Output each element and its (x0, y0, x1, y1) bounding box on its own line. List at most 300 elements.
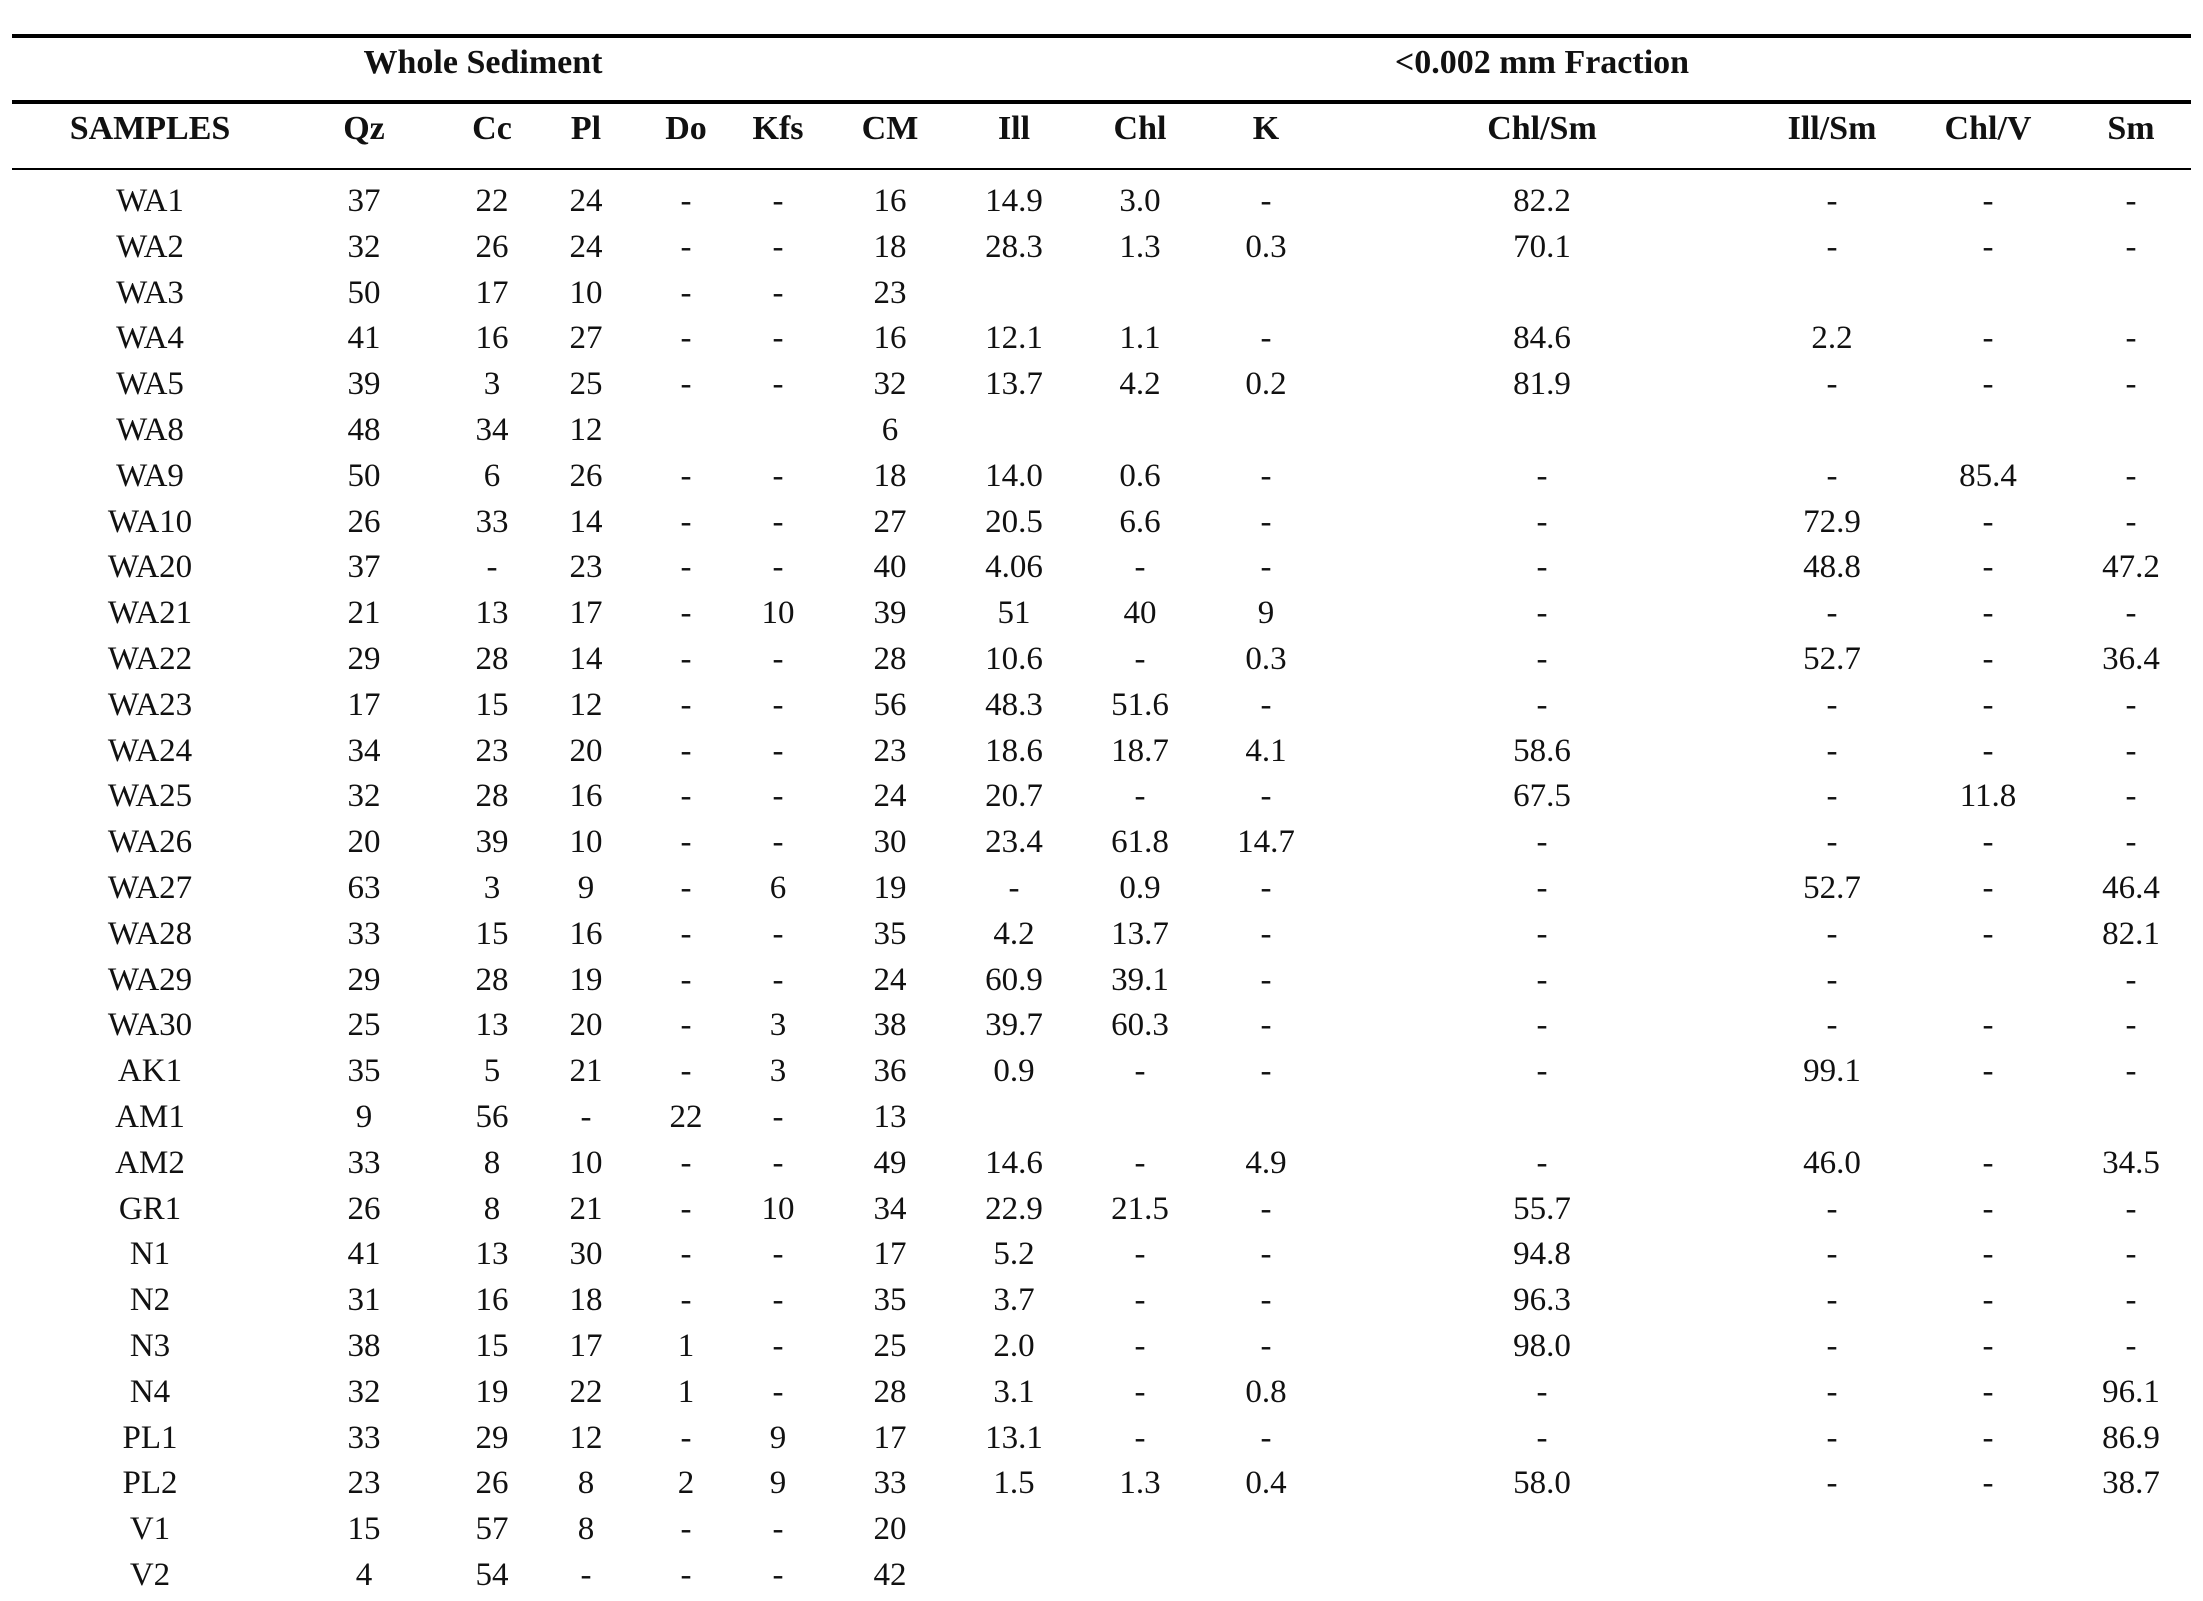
value-cell-qz: 63 (347, 870, 381, 906)
value-cell-ill_sm: - (1826, 1419, 1838, 1456)
table-row (0, 682, 2203, 728)
value-cell-chl_sm: - (1536, 641, 1548, 677)
value-cell-sm: - (2125, 1236, 2137, 1273)
value-cell-qz: 41 (347, 1236, 381, 1273)
sample-id-cell: WA23 (107, 686, 193, 723)
value-cell-ill: 14.0 (985, 457, 1043, 494)
value-cell-chl: 1.1 (1119, 320, 1161, 357)
value-cell-do: 1 (677, 1328, 695, 1364)
value-cell-ill: 14.6 (985, 1144, 1043, 1181)
value-cell-ill_sm: - (1826, 961, 1838, 998)
value-cell-chl_v: - (1982, 595, 1994, 632)
value-cell-chl_v: 11.8 (1959, 778, 2017, 815)
table-row (0, 1552, 2203, 1598)
value-cell-qz: 48 (347, 412, 381, 448)
value-cell-pl: 21 (569, 1053, 603, 1090)
table-row (0, 590, 2203, 636)
sample-id-cell: WA4 (116, 320, 184, 357)
table-row (0, 1140, 2203, 1186)
value-cell-chl_v: - (1982, 1053, 1994, 1090)
value-cell-cc: 16 (475, 1282, 509, 1319)
value-cell-pl: 25 (569, 366, 603, 403)
value-cell-cc: 13 (475, 1236, 509, 1273)
column-header-do: Do (665, 110, 707, 147)
value-cell-k: 0.4 (1245, 1465, 1287, 1502)
value-cell-cm: 16 (873, 183, 907, 219)
value-cell-k: - (1260, 961, 1272, 998)
value-cell-qz: 37 (347, 549, 381, 586)
value-cell-k: - (1260, 549, 1272, 586)
value-cell-chl: 61.8 (1111, 824, 1169, 861)
value-cell-kfs: - (772, 457, 784, 494)
value-cell-chl_sm: - (1536, 686, 1548, 723)
value-cell-chl: - (1134, 1282, 1146, 1319)
value-cell-do: - (680, 1144, 692, 1181)
value-cell-sm: 34.5 (2102, 1144, 2160, 1181)
value-cell-kfs: - (772, 824, 784, 861)
value-cell-kfs: - (772, 1282, 784, 1319)
value-cell-qz: 33 (347, 1419, 381, 1456)
value-cell-chl_sm: 84.6 (1513, 320, 1571, 357)
value-cell-pl: 22 (569, 1373, 603, 1410)
sample-id-cell: N4 (129, 1373, 171, 1410)
column-header-samples: SAMPLES (69, 110, 231, 147)
value-cell-sm: 47.2 (2102, 549, 2160, 586)
value-cell-chl: - (1134, 1053, 1146, 1090)
value-cell-ill: 13.1 (985, 1419, 1043, 1456)
value-cell-qz: 26 (347, 1190, 381, 1227)
value-cell-ill: 39.7 (985, 1007, 1043, 1044)
value-cell-do: - (680, 183, 692, 219)
value-cell-chl: 51.6 (1111, 686, 1169, 723)
sample-id-cell: WA1 (116, 183, 184, 219)
column-header-chl_v: Chl/V (1944, 110, 2032, 147)
table-row (0, 499, 2203, 545)
value-cell-cm: 49 (873, 1144, 907, 1181)
value-cell-ill: 20.7 (985, 778, 1043, 815)
value-cell-do: - (680, 915, 692, 952)
value-cell-chl: 4.2 (1119, 366, 1161, 403)
column-header-sm: Sm (2107, 110, 2155, 147)
value-cell-kfs: - (772, 366, 784, 403)
value-cell-ill: 4.2 (993, 915, 1035, 952)
table-row (0, 178, 2203, 224)
value-cell-pl: 21 (569, 1190, 603, 1227)
value-cell-cc: 19 (475, 1373, 509, 1410)
column-header-cm: CM (861, 110, 919, 147)
value-cell-cc: 33 (475, 503, 509, 540)
value-cell-sm: - (2125, 595, 2137, 632)
value-cell-cc: 3 (483, 366, 501, 403)
value-cell-pl: 12 (569, 412, 603, 448)
value-cell-ill: 48.3 (985, 686, 1043, 723)
value-cell-chl_v: - (1982, 641, 1994, 677)
value-cell-do: - (680, 732, 692, 769)
value-cell-pl: - (580, 1099, 592, 1135)
value-cell-cm: 17 (873, 1419, 907, 1456)
table-row (0, 1186, 2203, 1232)
value-cell-qz: 50 (347, 457, 381, 494)
value-cell-chl_v: - (1982, 686, 1994, 723)
value-cell-ill: 2.0 (993, 1328, 1035, 1364)
value-cell-ill_sm: - (1826, 686, 1838, 723)
value-cell-sm: - (2125, 366, 2137, 403)
value-cell-cm: 38 (873, 1007, 907, 1044)
value-cell-chl_v: - (1982, 824, 1994, 861)
value-cell-k: - (1260, 183, 1272, 219)
value-cell-do: - (680, 320, 692, 357)
value-cell-cc: 57 (475, 1511, 509, 1548)
value-cell-cc: 17 (475, 274, 509, 311)
column-header-kfs: Kfs (752, 110, 804, 147)
value-cell-k: - (1260, 320, 1272, 357)
value-cell-cc: 6 (483, 457, 501, 494)
value-cell-pl: 10 (569, 1144, 603, 1181)
value-cell-ill_sm: - (1826, 228, 1838, 265)
value-cell-kfs: 3 (769, 1053, 787, 1090)
value-cell-kfs: - (772, 1557, 784, 1593)
table-row (0, 315, 2203, 361)
value-cell-qz: 41 (347, 320, 381, 357)
value-cell-do: - (680, 274, 692, 311)
value-cell-k: 0.8 (1245, 1373, 1287, 1410)
value-cell-chl_v: - (1982, 549, 1994, 586)
value-cell-cm: 40 (873, 549, 907, 586)
value-cell-kfs: - (772, 686, 784, 723)
value-cell-pl: 24 (569, 183, 603, 219)
value-cell-cm: 39 (873, 595, 907, 632)
value-cell-ill: 5.2 (993, 1236, 1035, 1273)
value-cell-ill: 28.3 (985, 228, 1043, 265)
value-cell-kfs: - (772, 1511, 784, 1548)
value-cell-sm: - (2125, 1007, 2137, 1044)
value-cell-ill_sm: - (1826, 1282, 1838, 1319)
table-row (0, 270, 2203, 316)
sample-id-cell: V1 (129, 1511, 171, 1548)
value-cell-cc: - (486, 549, 498, 586)
value-cell-ill: 13.7 (985, 366, 1043, 403)
value-cell-do: - (680, 686, 692, 723)
value-cell-qz: 23 (347, 1465, 381, 1502)
value-cell-k: - (1260, 778, 1272, 815)
value-cell-do: - (680, 1190, 692, 1227)
value-cell-cc: 8 (483, 1190, 501, 1227)
value-cell-k: 0.3 (1245, 641, 1287, 677)
value-cell-kfs: - (772, 1236, 784, 1273)
value-cell-qz: 50 (347, 274, 381, 311)
value-cell-cc: 13 (475, 595, 509, 632)
value-cell-chl_v: - (1982, 1465, 1994, 1502)
value-cell-sm: 36.4 (2102, 641, 2160, 677)
value-cell-ill_sm: - (1826, 1236, 1838, 1273)
value-cell-cc: 26 (475, 228, 509, 265)
value-cell-cc: 28 (475, 961, 509, 998)
value-cell-sm: 46.4 (2102, 870, 2160, 906)
value-cell-pl: 16 (569, 778, 603, 815)
sample-id-cell: WA2 (116, 228, 184, 265)
value-cell-kfs: - (772, 732, 784, 769)
value-cell-cm: 32 (873, 366, 907, 403)
table-row (0, 957, 2203, 1003)
table-row (0, 224, 2203, 270)
value-cell-k: - (1260, 503, 1272, 540)
value-cell-chl_v: - (1982, 1190, 1994, 1227)
table-row (0, 1460, 2203, 1506)
value-cell-sm: - (2125, 228, 2137, 265)
value-cell-chl_v: - (1982, 1007, 1994, 1044)
value-cell-ill_sm: - (1826, 1007, 1838, 1044)
sample-id-cell: WA8 (116, 412, 184, 448)
value-cell-kfs: - (772, 228, 784, 265)
value-cell-do: - (680, 1557, 692, 1593)
value-cell-kfs: 9 (769, 1419, 787, 1456)
value-cell-chl_sm: - (1536, 595, 1548, 632)
value-cell-qz: 31 (347, 1282, 381, 1319)
value-cell-pl: 14 (569, 503, 603, 540)
sample-id-cell: WA5 (116, 366, 184, 403)
table-row (0, 1415, 2203, 1461)
sample-id-cell: GR1 (118, 1190, 182, 1227)
sample-id-cell: WA21 (107, 595, 193, 632)
value-cell-cm: 6 (881, 412, 899, 448)
sample-id-cell: WA9 (116, 457, 184, 494)
value-cell-qz: 26 (347, 503, 381, 540)
value-cell-chl_sm: 58.0 (1513, 1465, 1571, 1502)
value-cell-pl: 8 (577, 1511, 595, 1548)
sample-id-cell: WA29 (107, 961, 193, 998)
value-cell-chl_v: - (1982, 1282, 1994, 1319)
value-cell-cm: 56 (873, 686, 907, 723)
value-cell-kfs: 3 (769, 1007, 787, 1044)
value-cell-chl_v: - (1982, 320, 1994, 357)
value-cell-chl_sm: 55.7 (1513, 1190, 1571, 1227)
value-cell-chl_v: - (1982, 1328, 1994, 1364)
value-cell-pl: 12 (569, 686, 603, 723)
value-cell-do: - (680, 1511, 692, 1548)
value-cell-kfs: 10 (761, 595, 795, 632)
value-cell-pl: 20 (569, 1007, 603, 1044)
value-cell-kfs: - (772, 320, 784, 357)
value-cell-ill: 3.1 (993, 1373, 1035, 1410)
value-cell-cm: 30 (873, 824, 907, 861)
table-row (0, 773, 2203, 819)
value-cell-ill_sm: - (1826, 915, 1838, 952)
value-cell-k: - (1260, 1007, 1272, 1044)
value-cell-ill: - (1008, 870, 1020, 906)
value-cell-chl_v: 85.4 (1959, 457, 2017, 494)
value-cell-ill: 12.1 (985, 320, 1043, 357)
value-cell-ill: 3.7 (993, 1282, 1035, 1319)
value-cell-cc: 56 (475, 1099, 509, 1135)
value-cell-k: - (1260, 1419, 1272, 1456)
value-cell-kfs: - (772, 778, 784, 815)
value-cell-sm: - (2125, 1282, 2137, 1319)
value-cell-cc: 54 (475, 1557, 509, 1593)
sample-id-cell: WA22 (107, 641, 193, 677)
value-cell-do: - (680, 549, 692, 586)
column-header-pl: Pl (570, 110, 602, 147)
value-cell-sm: 82.1 (2102, 915, 2160, 952)
value-cell-pl: 9 (577, 870, 595, 906)
value-cell-cc: 39 (475, 824, 509, 861)
value-cell-ill: 1.5 (993, 1465, 1035, 1502)
value-cell-qz: 37 (347, 183, 381, 219)
value-cell-qz: 29 (347, 961, 381, 998)
value-cell-pl: 17 (569, 595, 603, 632)
value-cell-do: - (680, 1419, 692, 1456)
value-cell-k: - (1260, 1053, 1272, 1090)
value-cell-chl_sm: - (1536, 1373, 1548, 1410)
value-cell-do: - (680, 1007, 692, 1044)
value-cell-do: 22 (669, 1099, 703, 1135)
value-cell-ill_sm: 52.7 (1803, 870, 1861, 906)
value-cell-ill_sm: - (1826, 366, 1838, 403)
table-row (0, 1048, 2203, 1094)
value-cell-chl_v: - (1982, 1236, 1994, 1273)
value-cell-k: 0.2 (1245, 366, 1287, 403)
value-cell-chl: 13.7 (1111, 915, 1169, 952)
sample-id-cell: AK1 (117, 1053, 183, 1090)
value-cell-cc: 15 (475, 915, 509, 952)
value-cell-chl: - (1134, 549, 1146, 586)
value-cell-cm: 20 (873, 1511, 907, 1548)
value-cell-cc: 5 (483, 1053, 501, 1090)
value-cell-k: - (1260, 457, 1272, 494)
value-cell-qz: 21 (347, 595, 381, 632)
value-cell-k: - (1260, 1328, 1272, 1364)
value-cell-chl: - (1134, 1236, 1146, 1273)
value-cell-ill: 4.06 (985, 549, 1043, 586)
value-cell-chl_v: - (1982, 366, 1994, 403)
value-cell-do: - (680, 1236, 692, 1273)
value-cell-cm: 33 (873, 1465, 907, 1502)
value-cell-cc: 29 (475, 1419, 509, 1456)
column-header-chl: Chl (1113, 110, 1167, 147)
value-cell-cm: 24 (873, 961, 907, 998)
value-cell-k: 9 (1257, 595, 1275, 632)
value-cell-chl_v: - (1982, 870, 1994, 906)
value-cell-kfs: - (772, 503, 784, 540)
value-cell-chl_v: - (1982, 228, 1994, 265)
value-cell-qz: 38 (347, 1328, 381, 1364)
value-cell-chl_sm: - (1536, 457, 1548, 494)
value-cell-chl_v: - (1982, 1144, 1994, 1181)
value-cell-cm: 35 (873, 915, 907, 952)
value-cell-ill_sm: 52.7 (1803, 641, 1861, 677)
value-cell-ill_sm: - (1826, 778, 1838, 815)
value-cell-sm: 38.7 (2102, 1465, 2160, 1502)
value-cell-pl: 18 (569, 1282, 603, 1319)
table-row (0, 819, 2203, 865)
value-cell-cm: 27 (873, 503, 907, 540)
value-cell-kfs: - (772, 274, 784, 311)
header-bottom-rule (12, 168, 2191, 170)
value-cell-sm: - (2125, 1328, 2137, 1364)
value-cell-kfs: - (772, 915, 784, 952)
sample-id-cell: PL1 (122, 1419, 178, 1456)
sample-id-cell: AM2 (115, 1144, 185, 1181)
value-cell-chl: 0.9 (1119, 870, 1161, 906)
value-cell-k: - (1260, 1236, 1272, 1273)
value-cell-chl: 1.3 (1119, 1465, 1161, 1502)
value-cell-kfs: - (772, 183, 784, 219)
value-cell-cc: 28 (475, 641, 509, 677)
value-cell-sm: 96.1 (2102, 1373, 2160, 1410)
value-cell-pl: 12 (569, 1419, 603, 1456)
value-cell-ill_sm: - (1826, 1465, 1838, 1502)
value-cell-kfs: - (772, 1099, 784, 1135)
value-cell-chl_v: - (1982, 183, 1994, 219)
value-cell-chl_v: - (1982, 915, 1994, 952)
value-cell-k: - (1260, 1282, 1272, 1319)
value-cell-k: - (1260, 686, 1272, 723)
column-header-qz: Qz (343, 110, 385, 147)
value-cell-qz: 39 (347, 366, 381, 403)
column-header-chl_sm: Chl/Sm (1487, 110, 1597, 147)
value-cell-pl: 27 (569, 320, 603, 357)
value-cell-ill: 14.9 (985, 183, 1043, 219)
value-cell-do: - (680, 1053, 692, 1090)
value-cell-pl: 20 (569, 732, 603, 769)
column-header-k: K (1252, 110, 1280, 147)
sample-id-cell: V2 (129, 1557, 171, 1593)
sample-id-cell: PL2 (122, 1465, 178, 1502)
value-cell-ill_sm: 48.8 (1803, 549, 1861, 586)
value-cell-do: - (680, 595, 692, 632)
value-cell-qz: 9 (355, 1099, 373, 1135)
value-cell-cm: 34 (873, 1190, 907, 1227)
value-cell-ill_sm: - (1826, 824, 1838, 861)
value-cell-ill: 51 (997, 595, 1031, 632)
value-cell-cm: 24 (873, 778, 907, 815)
value-cell-chl: 39.1 (1111, 961, 1169, 998)
value-cell-chl_sm: 81.9 (1513, 366, 1571, 403)
value-cell-chl_v: - (1982, 1419, 1994, 1456)
value-cell-sm: - (2125, 320, 2137, 357)
value-cell-do: - (680, 366, 692, 403)
value-cell-pl: 26 (569, 457, 603, 494)
table-row (0, 1094, 2203, 1140)
value-cell-sm: - (2125, 1053, 2137, 1090)
value-cell-cc: 3 (483, 870, 501, 906)
value-cell-cm: 36 (873, 1053, 907, 1090)
value-cell-pl: 19 (569, 961, 603, 998)
value-cell-sm: - (2125, 457, 2137, 494)
value-cell-k: - (1260, 1190, 1272, 1227)
value-cell-do: - (680, 641, 692, 677)
value-cell-chl_sm: - (1536, 503, 1548, 540)
group-header-clay-fraction: <0.002 mm Fraction (1394, 44, 1690, 81)
value-cell-cc: 15 (475, 686, 509, 723)
value-cell-ill_sm: - (1826, 457, 1838, 494)
group-header-rule (12, 100, 2191, 104)
value-cell-pl: 24 (569, 228, 603, 265)
table-row (0, 1506, 2203, 1552)
value-cell-chl: 60.3 (1111, 1007, 1169, 1044)
value-cell-sm: - (2125, 503, 2137, 540)
value-cell-qz: 20 (347, 824, 381, 861)
value-cell-pl: 10 (569, 274, 603, 311)
value-cell-pl: 10 (569, 824, 603, 861)
value-cell-chl_sm: - (1536, 824, 1548, 861)
value-cell-cm: 28 (873, 641, 907, 677)
table-row (0, 636, 2203, 682)
value-cell-do: - (680, 778, 692, 815)
column-header-ill: Ill (997, 110, 1031, 147)
value-cell-do: - (680, 1282, 692, 1319)
value-cell-sm: - (2125, 961, 2137, 998)
table-row (0, 544, 2203, 590)
